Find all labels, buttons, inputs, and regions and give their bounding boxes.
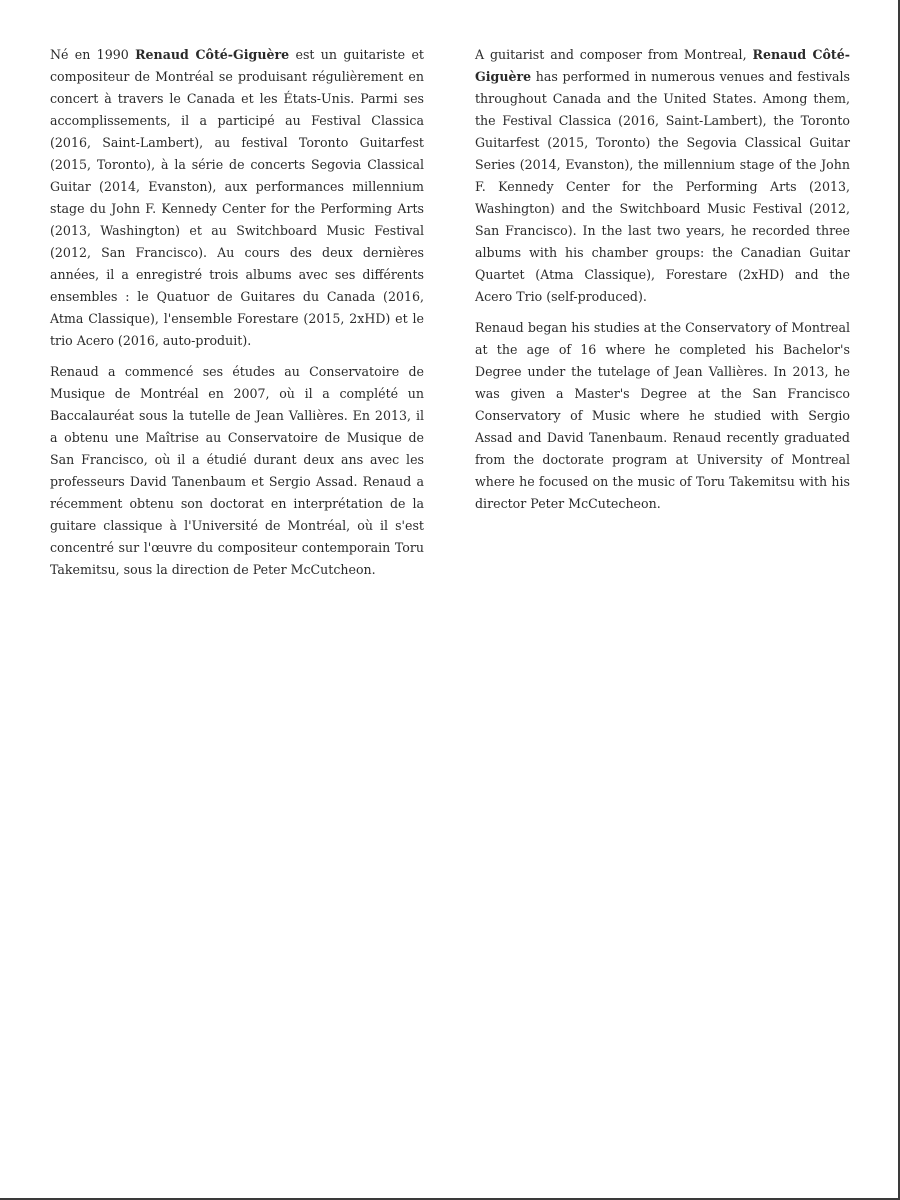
french-bio-paragraph-1 <box>50 44 424 352</box>
english-column <box>475 44 850 524</box>
french-bio-text: est un guitariste et compositeur de Montréal se produisant régulièrement en concert à travers le Canada et les États-Unis. Parmi ses accomplissements, il a participé au Festival Classica (2016, Saint-Lambert), au festival Toronto Guitarfest (2015, Toronto), à la série de concerts Segovia Classical Guitar (2014, Evanston), aux performances millennium stage du John F. Kennedy Center for the Performing Arts (2013, Washington) et au Switchboard Music Festival (2012, San Francisco). Au cours des deux dernières années, il a enregistré trois albums avec ses différents ensembles : le Quatuor de Guitares du Canada (2016, Atma Classique), l'ensemble Forestare (2015, 2xHD) et le trio Acero (2016, auto-produit). <box>50 47 424 348</box>
english-artist-name: Renaud Côté-Giguère <box>475 47 850 84</box>
english-bio-text: has performed in numerous venues and festivals throughout Canada and the United States. Among them, the Festival Classica (2016, Saint-Lambert), the Toronto Guitarfest (2015, Toronto) the Segovia Classical Guitar Series (2014, Evanston), the millennium stage of the John F. Kennedy Center for the Performing Arts (2013, Washington) and the Switchboard Music Festival (2012, San Francisco). In the last two years, he recorded three albums with his chamber groups: the Canadian Guitar Quartet (Atma Classique), Forestare (2xHD) and the Acero Trio (self-produced). <box>475 69 850 304</box>
french-artist-name: Renaud Côté-Giguère <box>135 47 290 62</box>
english-intro-text: A guitarist and composer from Montreal, <box>475 47 753 62</box>
french-bio-paragraph-2: Renaud a commencé ses études au Conservatoire de Musique de Montréal en 2007, où il a complété un Baccalauréat sous la tutelle de Jean Vallières. En 2013, il a obtenu une Maîtrise au Conservatoire de Musique de San Francisco, où il a étudié durant deux ans avec les professeurs David Tanenbaum et Sergio Assad. Renaud a récemment obtenu son doctorat en interprétation de la guitare classique à l'Université de Montréal, où il s'est concentré sur l'œuvre du compositeur contemporain Toru Takemitsu, sous la direction de Peter McCutcheon. <box>50 364 424 577</box>
french-column <box>50 44 424 590</box>
english-bio-paragraph-2: Renaud began his studies at the Conservatory of Montreal at the age of 16 where he completed his Bachelor's Degree under the tutelage of Jean Vallières. In 2013, he was given a Master's Degree at the San Francisco Conservatory of Music where he studied with Sergio Assad and David Tanenbaum. Renaud recently graduated from the doctorate program at University of Montreal where he focused on the music of Toru Takemitsu with his director Peter McCutecheon. <box>475 320 850 511</box>
french-intro-text: Né en 1990 <box>50 47 136 62</box>
english-bio-paragraph-1 <box>475 44 850 308</box>
